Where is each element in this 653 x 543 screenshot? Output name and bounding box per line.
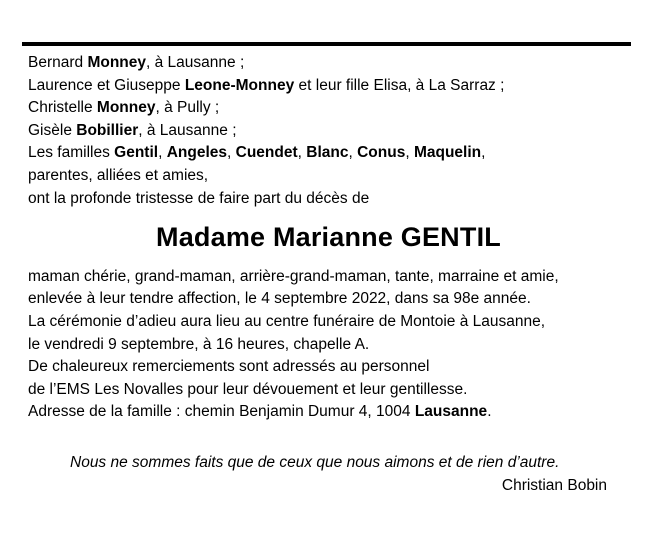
notice-line: de l’EMS Les Novalles pour leur dévouement et leur gentillesse. bbox=[28, 380, 468, 398]
notice-line: Bernard Monney, à Lausanne ; bbox=[28, 54, 245, 71]
notice-line: parentes, alliées et amies, bbox=[28, 166, 209, 184]
notice-details bbox=[28, 266, 629, 424]
notice-line: De chaleureux remerciements sont adressés au personnel bbox=[28, 358, 430, 376]
quotation-author: Christian Bobin bbox=[501, 477, 607, 494]
notice-line: Gisèle Bobillier, à Lausanne ; bbox=[28, 121, 237, 139]
notice-line: enlevée à leur tendre affection, le 4 septembre 2022, dans sa 98e année. bbox=[28, 290, 531, 308]
deceased-name: Madame Marianne GENTIL bbox=[156, 222, 501, 253]
notice-line: Les familles Gentil, Angeles, Cuendet, Blanc, Conus, Maquelin, bbox=[28, 144, 486, 162]
quotation-block bbox=[28, 452, 629, 497]
notice-line: Christelle Monney, à Pully ; bbox=[28, 99, 220, 117]
notice-line: Adresse de la famille : chemin Benjamin Dumur 4, 1004 Lausanne. bbox=[28, 403, 492, 421]
quotation-text: Nous ne sommes faits que de ceux que nous aimons et de rien d’autre. bbox=[70, 454, 560, 471]
notice-line: Laurence et Giuseppe Leone-Monney et leur fille Elisa, à La Sarraz ; bbox=[28, 76, 505, 94]
notice-line: le vendredi 9 septembre, à 16 heures, chapelle A. bbox=[28, 335, 370, 353]
top-divider bbox=[22, 42, 631, 46]
notice-line: maman chérie, grand-maman, arrière-grand-maman, tante, marraine et amie, bbox=[28, 267, 559, 285]
notice-line: La cérémonie d’adieu aura lieu au centre funéraire de Montoie à Lausanne, bbox=[28, 313, 546, 331]
notice-body bbox=[28, 52, 629, 497]
survivors-list bbox=[28, 52, 629, 210]
notice-line: ont la profonde tristesse de faire part du décès de bbox=[28, 189, 370, 207]
